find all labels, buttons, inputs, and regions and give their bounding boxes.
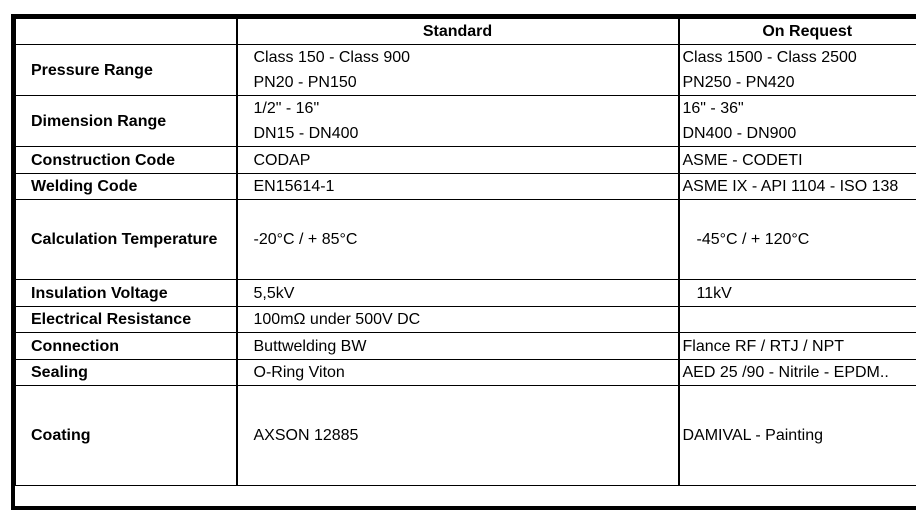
on-request-value: DAMIVAL - Painting [679, 386, 916, 486]
table-row [16, 200, 916, 280]
standard-value: Buttwelding BW [237, 333, 679, 360]
standard-value: O-Ring Viton [237, 360, 679, 386]
on-request-value: AED 25 /90 - Nitrile - EPDM.. [679, 360, 916, 386]
table-row [16, 333, 916, 360]
standard-value: 100mΩ under 500V DC [237, 307, 679, 333]
standard-value: -20°C / + 85°C [237, 200, 679, 280]
row-label: Pressure Range [16, 45, 237, 96]
on-request-value [679, 307, 916, 333]
standard-value [237, 96, 679, 147]
standard-value: AXSON 12885 [237, 386, 679, 486]
on-request-value: Flance RF / RTJ / NPT [679, 333, 916, 360]
on-request-value-line: DN400 - DN900 [682, 125, 797, 142]
row-label: Construction Code [16, 147, 237, 174]
spec-table-frame [11, 14, 916, 510]
row-label: Insulation Voltage [16, 280, 237, 307]
table-row [16, 96, 916, 147]
row-label: Coating [16, 386, 237, 486]
on-request-value: 11kV [679, 280, 916, 307]
row-label: Connection [16, 333, 237, 360]
table-row [16, 307, 916, 333]
standard-value-line: PN20 - PN150 [253, 74, 357, 91]
standard-value: EN15614-1 [237, 174, 679, 200]
on-request-value-line: 16" - 36" [682, 100, 744, 117]
table-header-row [16, 19, 916, 45]
on-request-value [679, 45, 916, 96]
on-request-value-line: Class 1500 - Class 2500 [682, 49, 857, 66]
header-standard: Standard [237, 19, 679, 45]
table-row [16, 360, 916, 386]
on-request-value: ASME - CODETI [679, 147, 916, 174]
standard-value: CODAP [237, 147, 679, 174]
standard-value [237, 45, 679, 96]
on-request-value: ASME IX - API 1104 - ISO 138 [679, 174, 916, 200]
standard-value: 5,5kV [237, 280, 679, 307]
table-row [16, 147, 916, 174]
row-label: Electrical Resistance [16, 307, 237, 333]
table-row [16, 174, 916, 200]
standard-value-line: Class 150 - Class 900 [253, 49, 411, 66]
table-row [16, 45, 916, 96]
standard-value-line: DN15 - DN400 [253, 125, 359, 142]
row-label: Welding Code [16, 174, 237, 200]
spec-table [15, 18, 916, 486]
table-row [16, 386, 916, 486]
row-label: Sealing [16, 360, 237, 386]
table-row [16, 280, 916, 307]
on-request-value [679, 96, 916, 147]
on-request-value: -45°C / + 120°C [679, 200, 916, 280]
on-request-value-line: PN250 - PN420 [682, 74, 795, 91]
header-on-request: On Request [679, 19, 916, 45]
standard-value-line: 1/2" - 16" [253, 100, 320, 117]
row-label: Dimension Range [16, 96, 237, 147]
header-empty-cell [16, 19, 237, 45]
row-label: Calculation Temperature [16, 200, 237, 280]
